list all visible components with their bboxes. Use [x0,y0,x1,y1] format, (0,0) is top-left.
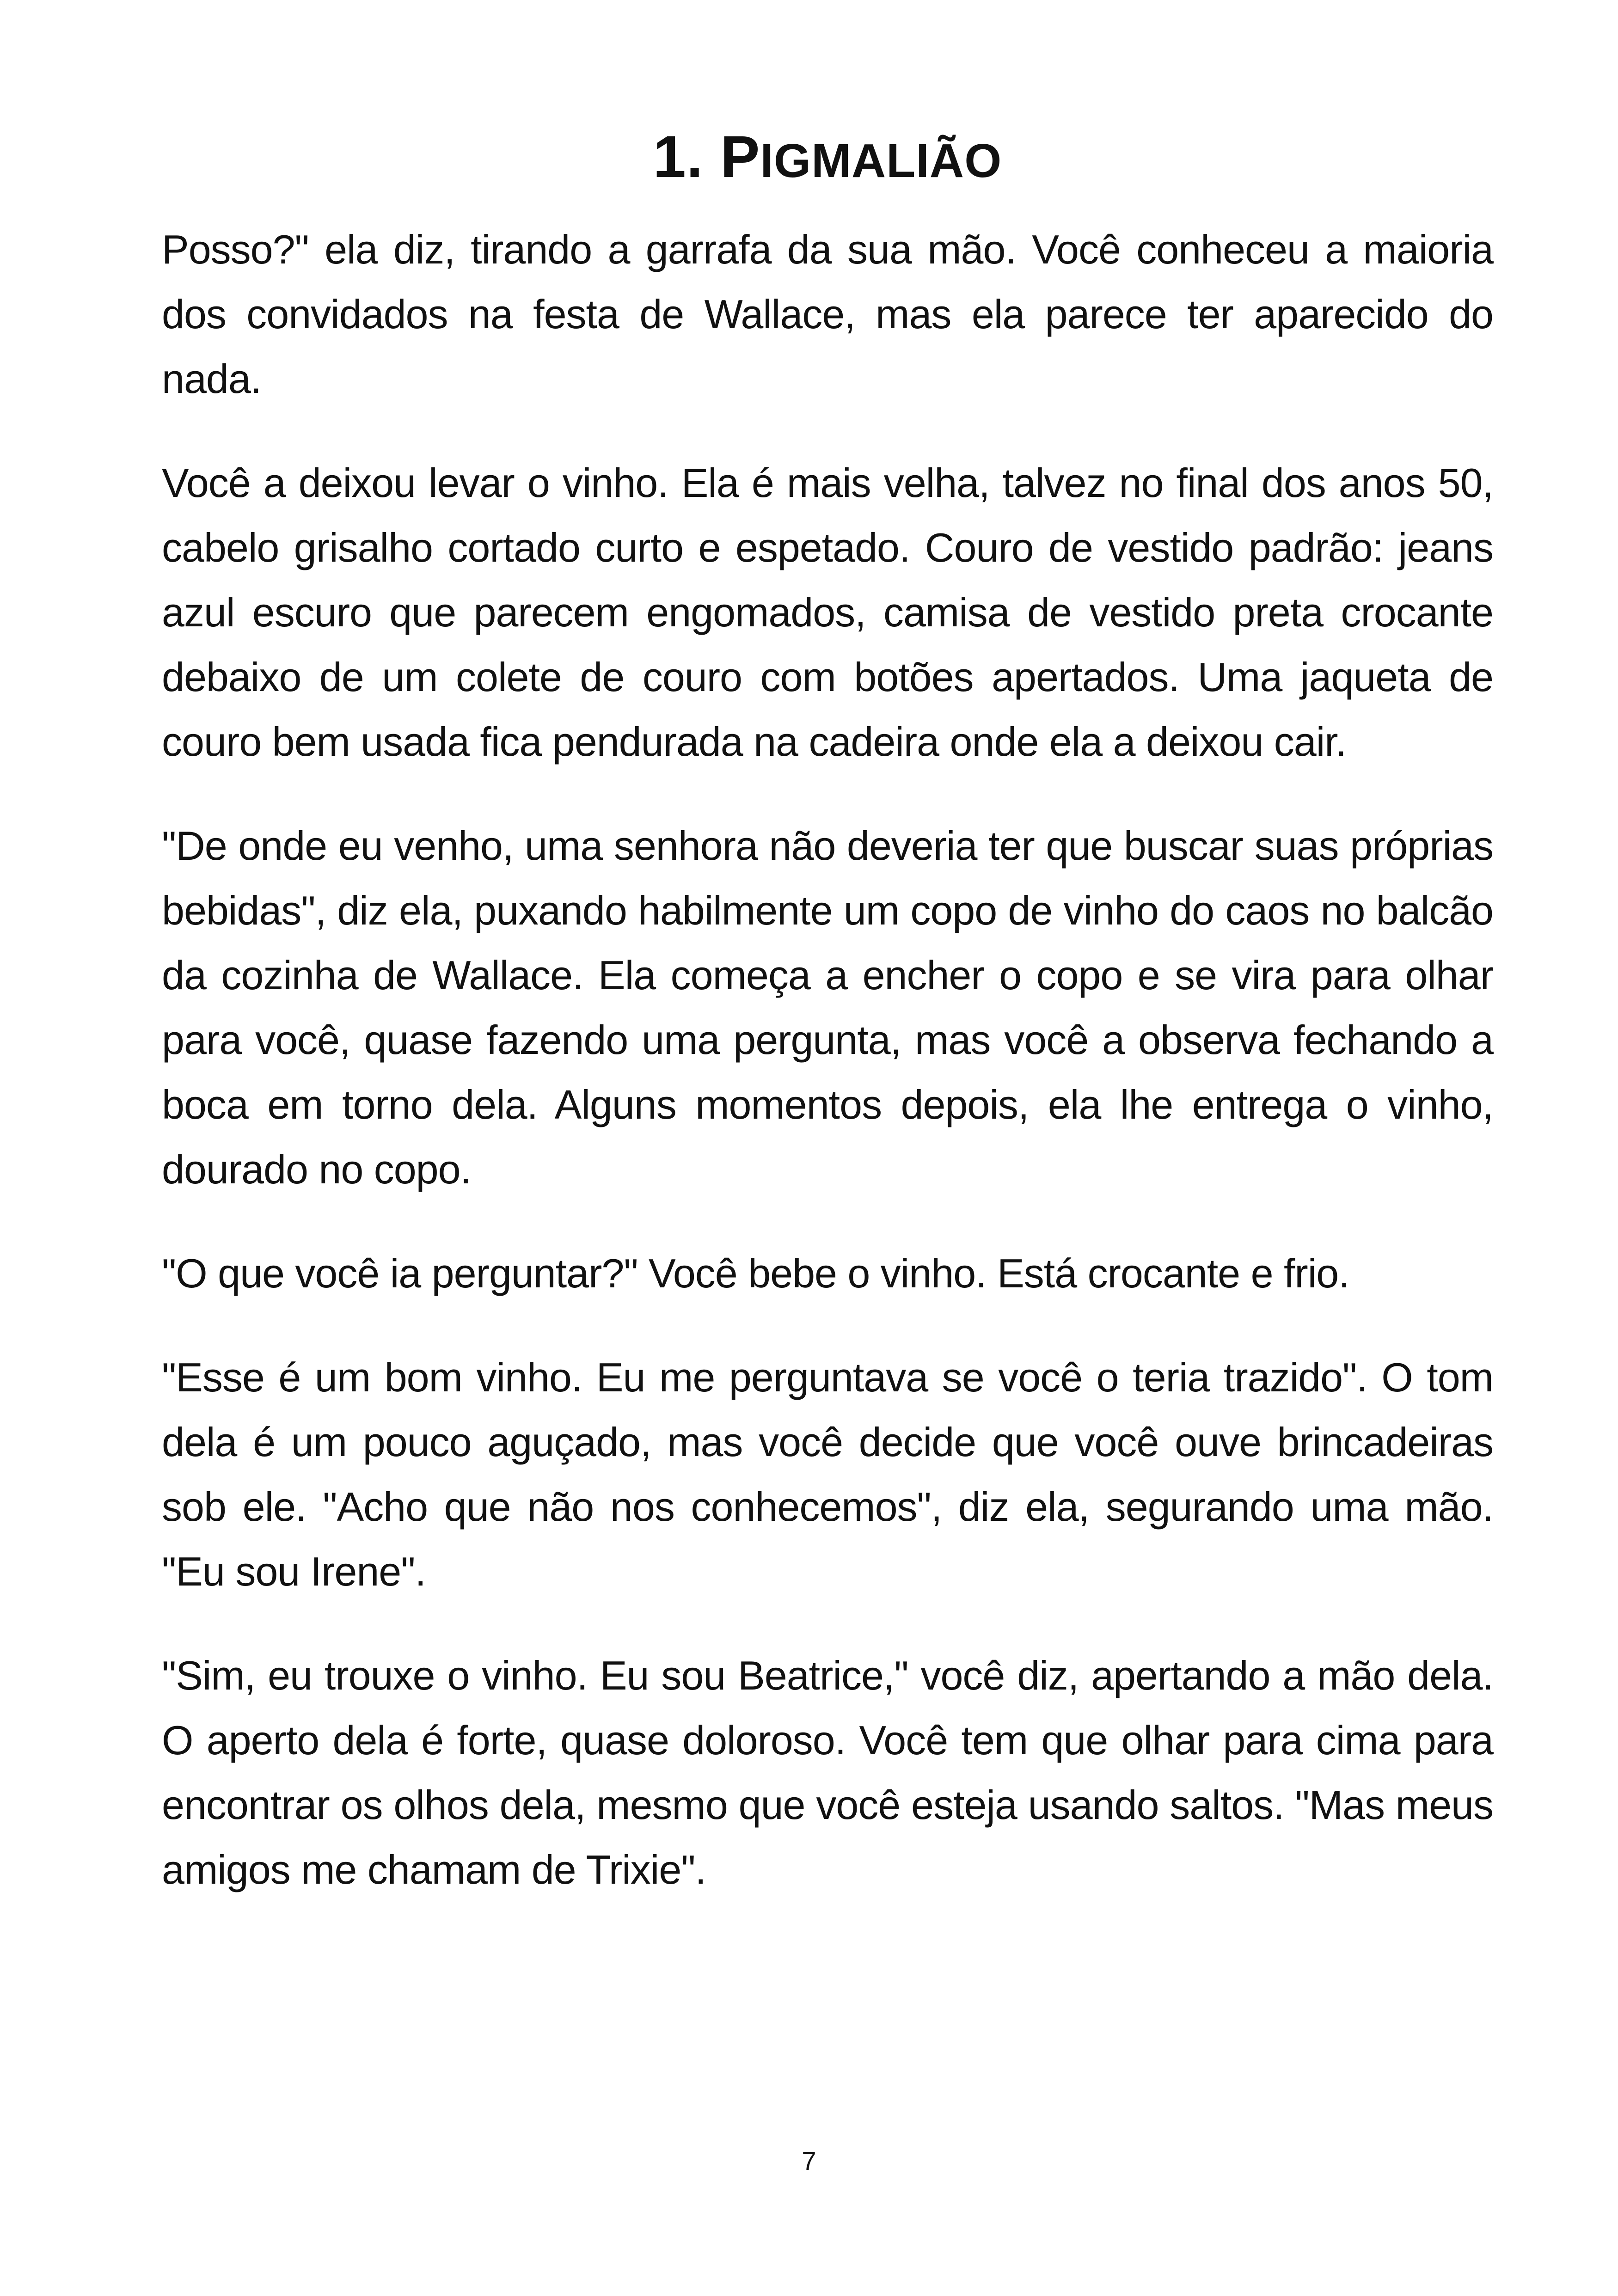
chapter-number: 1. [653,124,704,190]
paragraph: Posso?" ela diz, tirando a garrafa da sua mão. Você conheceu a maioria dos convidados na festa de Wallace, mas ela parece ter aparecido do nada. [162,227,1493,402]
paragraph: "De onde eu venho, uma senhora não deveria ter que buscar suas próprias bebidas", diz ela, puxando habilmente um copo de vinho do caos no balcão da cozinha de Wallace. Ela começa a encher o copo e se vira para olhar para você, quase fazendo uma pergunta, mas você a observa fechando a boca em torno dela. Alguns momentos depois, ela lhe entrega o vinho, dourado no copo. [162,823,1493,1192]
chapter-title-initial: P [720,124,760,190]
chapter-title [162,118,1493,200]
chapter-body [162,217,1493,1941]
paragraph: "Esse é um bom vinho. Eu me perguntava se você o teria trazido". O tom dela é um pouco aguçado, mas você decide que você ouve brincadeiras sob ele. "Acho que não nos conhecemos", diz ela, segurando uma mão. "Eu sou Irene". [162,1354,1493,1594]
page-number: 7 [802,2146,816,2175]
paragraph: "O que você ia perguntar?" Você bebe o vinho. Está crocante e frio. [162,1250,1349,1296]
paragraph: "Sim, eu trouxe o vinho. Eu sou Beatrice," você diz, apertando a mão dela. O aperto dela é forte, quase doloroso. Você tem que olhar para cima para encontrar os olhos dela, mesmo que você esteja usando saltos. "Mas meus amigos me chamam de Trixie". [162,1653,1493,1892]
chapter-title-rest: IGMALIÃO [760,134,1002,187]
paragraph: Você a deixou levar o vinho. Ela é mais velha, talvez no final dos anos 50, cabelo grisalho cortado curto e espetado. Couro de vestido padrão: jeans azul escuro que parecem engomados, camisa de vestido preta crocante debaixo de um colete de couro com botões apertados. Uma jaqueta de couro bem usada fica pendurada na cadeira onde ela a deixou cair. [162,460,1493,765]
